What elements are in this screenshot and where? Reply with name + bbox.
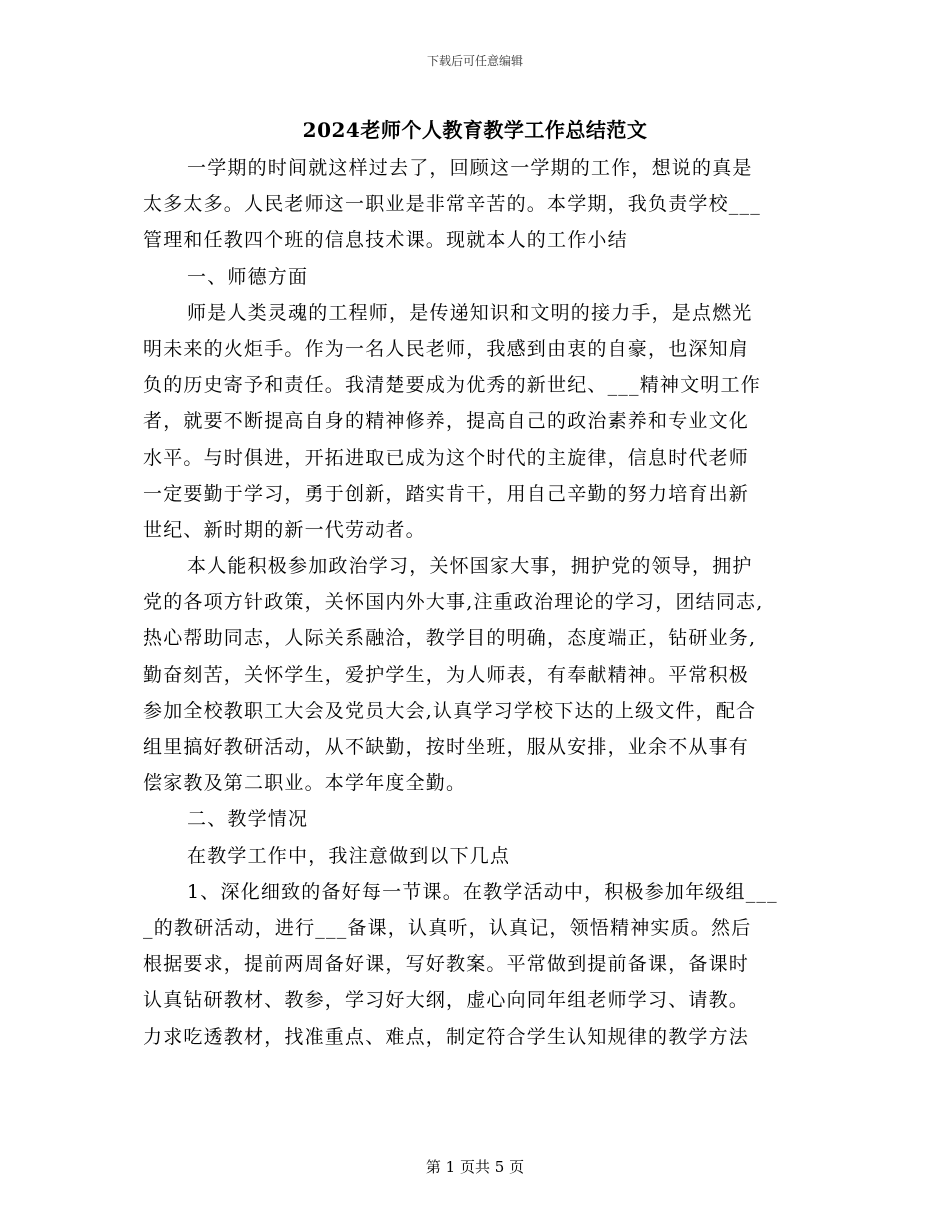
paragraph-line: 热心帮助同志，人际关系融洽，教学目的明确，态度端正，钻研业务,	[143, 627, 757, 650]
paragraph-line: 勤奋刻苦，关怀学生，爱护学生，为人师表，有奉献精神。平常积极	[143, 663, 750, 686]
paragraph-line: 太多太多。人民老师这一职业是非常辛苦的。本学期，我负责学校___	[143, 193, 761, 216]
paragraph-line: 偿家教及第二职业。本学年度全勤。	[143, 772, 467, 795]
paragraph-line: 根据要求，提前两周备好课，写好教案。平常做到提前备课，备课时	[143, 953, 750, 976]
document-title: 2024老师个人教育教学工作总结范文	[302, 118, 648, 142]
paragraph-line: 者，就要不断提高自身的精神修养，提高自己的政治素养和专业文化	[143, 410, 750, 433]
document-body	[143, 150, 823, 1055]
paragraph-line: 党的各项方针政策，关怀国内外大事,注重政治理论的学习，团结同志,	[143, 591, 764, 614]
section-heading: 一、师德方面	[187, 265, 309, 288]
page-footer: 第 1 页共 5 页	[425, 1158, 525, 1176]
paragraph-line: 一定要勤于学习，勇于创新，踏实肯干，用自己辛勤的努力培育出新	[143, 482, 750, 505]
section-heading: 二、教学情况	[187, 808, 309, 831]
header-note: 下载后可任意编辑	[426, 54, 523, 68]
paragraph-line: 师是人类灵魂的工程师，是传递知识和文明的接力手，是点燃光	[187, 301, 753, 324]
paragraph-line: 认真钻研教材、教参，学习好大纲，虚心向同年组老师学习、请教。	[143, 989, 750, 1012]
paragraph-line: 组里搞好教研活动，从不缺勤，按时坐班，服从安排，业余不从事有	[143, 736, 750, 758]
paragraph-line: 在教学工作中，我注意做到以下几点	[187, 844, 511, 867]
paragraph-line: 一学期的时间就这样过去了，回顾这一学期的工作，想说的真是	[187, 157, 753, 179]
paragraph-line: 明未来的火炬手。作为一名人民老师，我感到由衷的自豪，也深知肩	[143, 337, 750, 360]
paragraph-line: 1、深化细致的备好每一节课。在教学活动中，积极参加年级组___	[187, 880, 778, 903]
paragraph-line: 参加全校教职工大会及党员大会,认真学习学校下达的上级文件，配合	[143, 699, 757, 722]
paragraph-line: 世纪、新时期的新一代劳动者。	[143, 518, 426, 541]
paragraph-line: 水平。与时俱进，开拓进取已成为这个时代的主旋律，信息时代老师	[143, 446, 750, 469]
paragraph-line: 力求吃透教材，找准重点、难点，制定符合学生认知规律的教学方法	[143, 1025, 750, 1048]
paragraph-line: 负的历史寄予和责任。我清楚要成为优秀的新世纪、___精神文明工作	[143, 374, 761, 397]
paragraph-line: 本人能积极参加政治学习，关怀国家大事，拥护党的领导，拥护	[187, 555, 753, 578]
paragraph-line: 管理和任教四个班的信息技术课。现就本人的工作小结	[143, 229, 628, 252]
paragraph-line: _的教研活动，进行___备课，认真听，认真记，领悟精神实质。然后	[143, 916, 752, 939]
